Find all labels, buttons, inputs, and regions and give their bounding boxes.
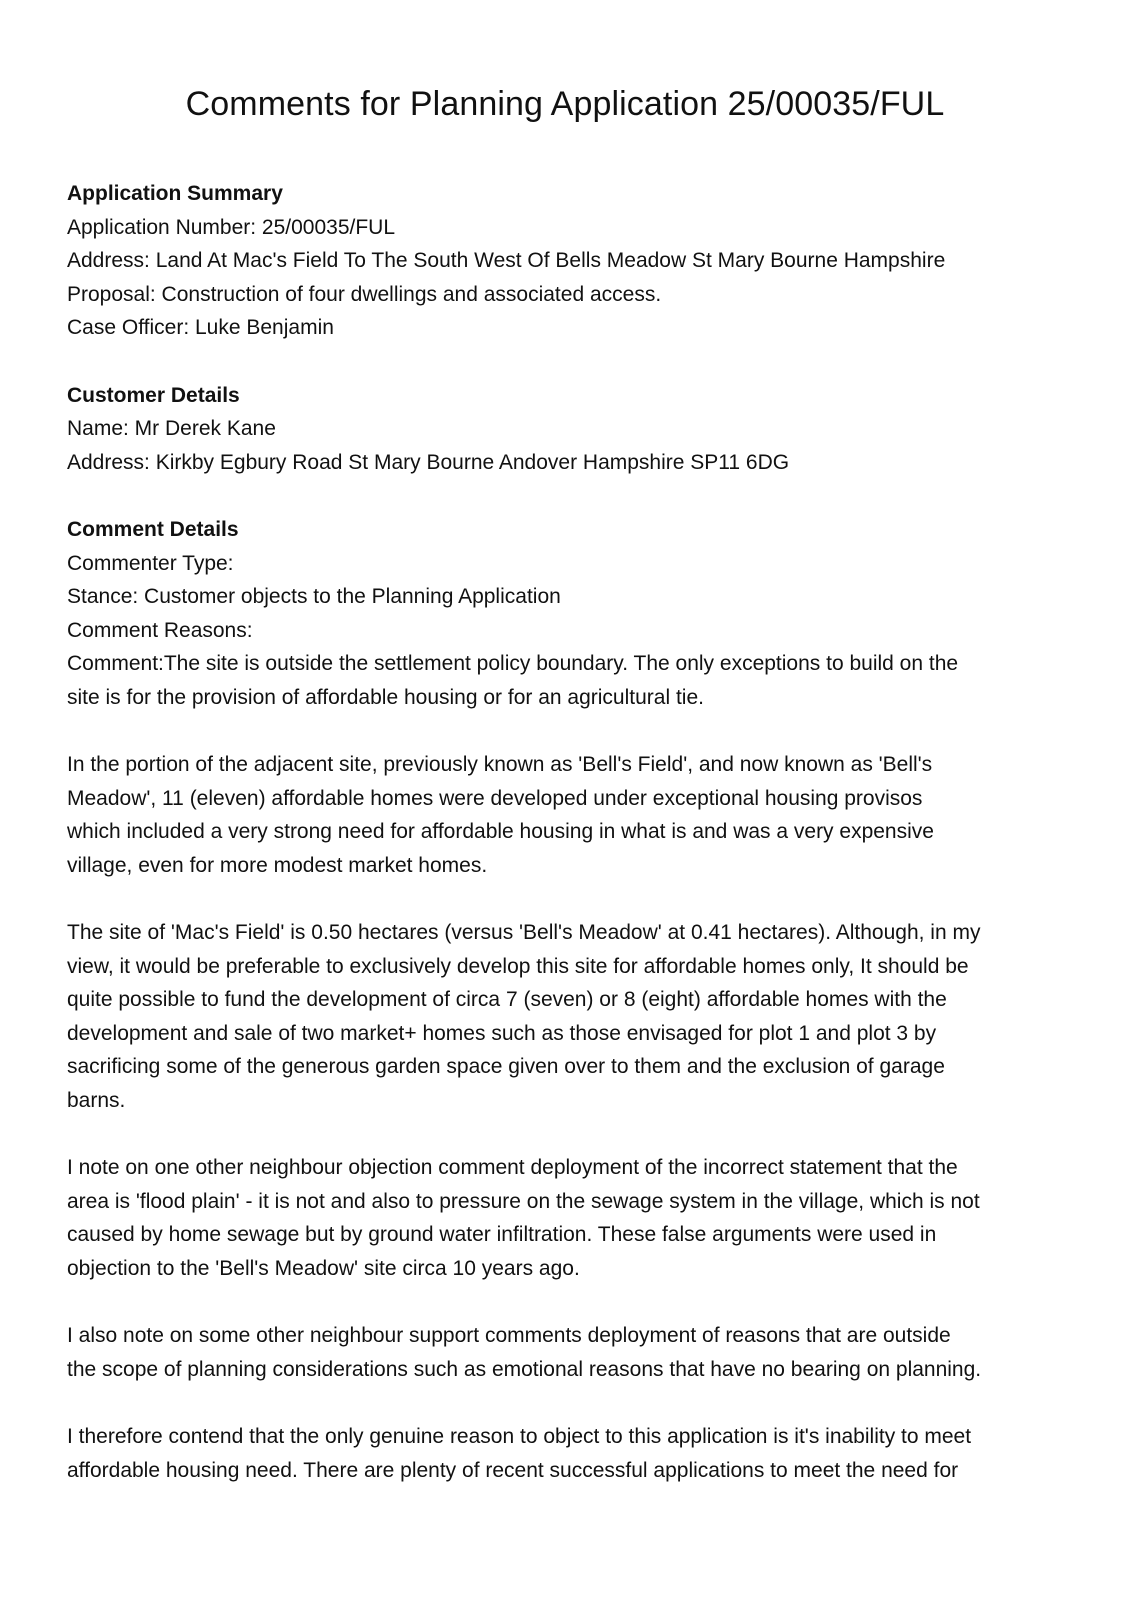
application-summary-section <box>67 177 1067 345</box>
page-title: Comments for Planning Application 25/00035/FUL <box>185 85 945 123</box>
comment-line: sacrificing some of the generous garden space given over to them and the exclusion of garage <box>67 1055 945 1079</box>
customer-address: Address: Kirkby Egbury Road St Mary Bourne Andover Hampshire SP11 6DG <box>67 450 790 474</box>
application-summary-heading: Application Summary <box>67 182 283 205</box>
application-number: Application Number: 25/00035/FUL <box>67 215 396 239</box>
commenter-type: Commenter Type: <box>67 551 234 575</box>
application-proposal: Proposal: Construction of four dwellings and associated access. <box>67 282 662 306</box>
comment-line: I also note on some other neighbour support comments deployment of reasons that are outside <box>67 1324 951 1348</box>
comment-line: village, even for more modest market homes. <box>67 853 488 877</box>
comment-line: caused by home sewage but by ground water infiltration. These false arguments were used in <box>67 1223 937 1247</box>
comment-line: affordable housing need. There are plenty of recent successful applications to meet the need for <box>67 1458 959 1482</box>
comment-paragraph <box>67 1420 1067 1487</box>
comment-paragraph <box>67 748 1067 882</box>
comment-line: I note on one other neighbour objection comment deployment of the incorrect statement that the <box>67 1156 958 1180</box>
comment-details-heading: Comment Details <box>67 517 239 541</box>
document-body <box>67 177 1067 1521</box>
case-officer: Case Officer: Luke Benjamin <box>67 316 334 340</box>
comment-reasons: Comment Reasons: <box>67 618 253 642</box>
comment-line: the scope of planning considerations such as emotional reasons that have no bearing on planning. <box>67 1357 982 1381</box>
comment-line: Comment:The site is outside the settlement policy boundary. The only exceptions to build on the <box>67 652 959 676</box>
comment-line: I therefore contend that the only genuine reason to object to this application is it's inability to meet <box>67 1424 972 1448</box>
comment-line: site is for the provision of affordable housing or for an agricultural tie. <box>67 685 704 709</box>
comment-line: view, it would be preferable to exclusively develop this site for affordable homes only, It should be <box>67 954 969 978</box>
comment-line: The site of 'Mac's Field' is 0.50 hectares (versus 'Bell's Meadow' at 0.41 hectares). Although, in my <box>67 921 981 945</box>
comment-line: Meadow', 11 (eleven) affordable homes were developed under exceptional housing provisos <box>67 786 923 810</box>
customer-details-heading: Customer Details <box>67 383 240 407</box>
customer-name: Name: Mr Derek Kane <box>67 417 276 441</box>
comment-paragraph <box>67 1151 1067 1285</box>
comment-line: development and sale of two market+ homes such as those envisaged for plot 1 and plot 3 by <box>67 1021 937 1045</box>
application-address: Address: Land At Mac's Field To The South West Of Bells Meadow St Mary Bourne Hampshire <box>67 249 946 273</box>
comment-line: area is 'flood plain' - it is not and also to pressure on the sewage system in the village, which is not <box>67 1189 980 1213</box>
comment-details-section <box>67 513 1067 1487</box>
comment-line: objection to the 'Bell's Meadow' site circa 10 years ago. <box>67 1257 580 1280</box>
customer-details-section <box>67 379 1067 480</box>
comment-line: quite possible to fund the development of circa 7 (seven) or 8 (eight) affordable homes with the <box>67 988 947 1012</box>
comment-line: barns. <box>67 1089 126 1113</box>
stance: Stance: Customer objects to the Planning Application <box>67 585 561 609</box>
comment-paragraph <box>67 916 1067 1118</box>
comment-line: which included a very strong need for affordable housing in what is and was a very expensive <box>67 820 934 844</box>
comment-line: In the portion of the adjacent site, previously known as 'Bell's Field', and now known as 'Bell's <box>67 753 933 777</box>
comment-paragraph <box>67 647 1067 714</box>
comment-paragraph <box>67 1319 1067 1386</box>
